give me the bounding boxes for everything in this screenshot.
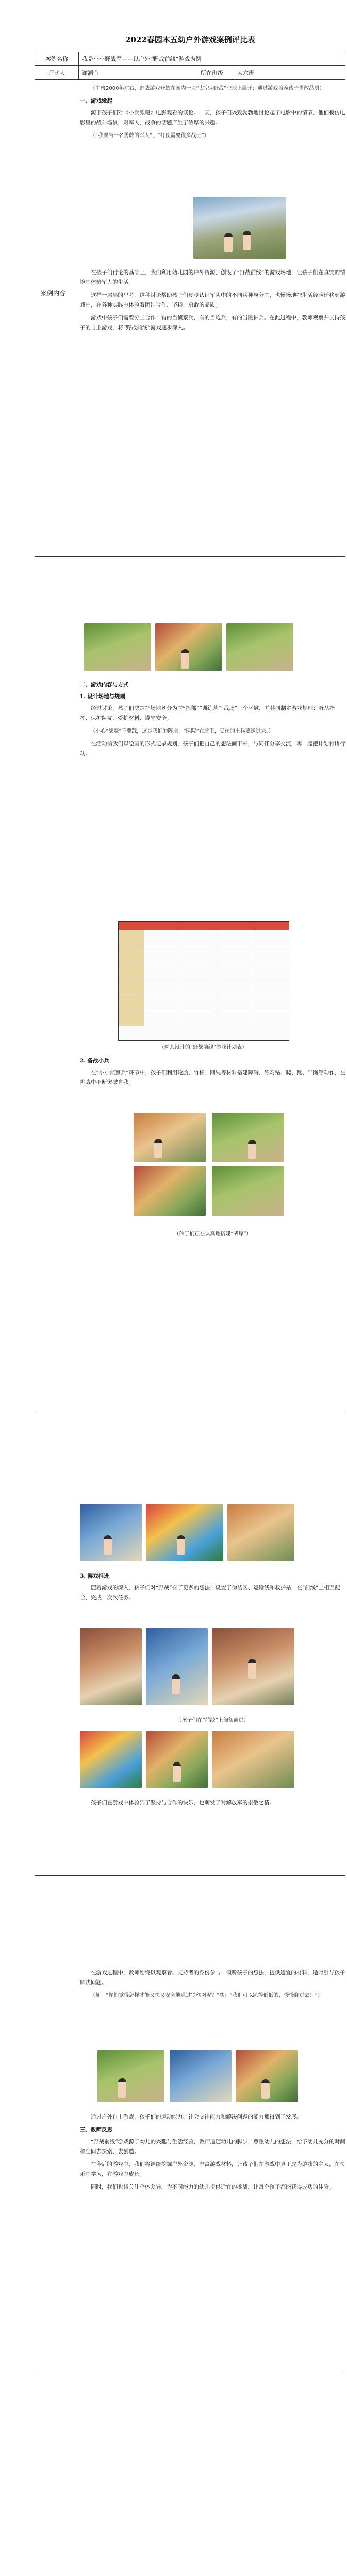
reflection-para-5: 同时，我们也将关注个体差异，为不同能力的幼儿提供适宜的挑战，让每个孩子都能获得成功的体验。 (91, 2184, 335, 2190)
page-divider (35, 556, 345, 572)
photo-advance-3 (227, 1504, 294, 1561)
reflection-section (80, 1968, 345, 2004)
photo-prep-1 (134, 1113, 206, 1162)
advance-caption: （孩子们在“前线”上匍匐前进） (176, 1718, 249, 1723)
reviewer-label: 评比人 (35, 66, 79, 80)
intro-para-2: 在孩子们讨论的基础上，我们利用幼儿园的户外资源，创设了“野战前线”的游戏场地，让孩子们在真实的情境中体验军人的生活。 (80, 269, 345, 285)
intro-section-2 (80, 268, 345, 336)
meta-table (35, 52, 345, 80)
photo-field-3 (226, 623, 293, 671)
process-sub-1: 1. 设计场地与规则 (80, 693, 126, 700)
photo-advance-2 (146, 1504, 223, 1561)
class-value: 大六班 (234, 66, 345, 80)
reflection-para-2: 通过户外自主游戏，孩子们的运动能力、社会交往能力和解决问题的能力都得到了发展。 (91, 2114, 302, 2120)
photo-slide-1 (80, 1731, 142, 1788)
process-para-3: 在“小小侦察兵”环节中，孩子们利用轮胎、竹梯、网绳等材料搭建障碍，练习钻、爬、跳、平衡等动作，在挑战中不断突破自我。 (80, 1070, 345, 1086)
photo-reflect-1 (97, 2050, 164, 2102)
photo-playground (193, 197, 286, 259)
document-title: 2022春园本五幼户外游戏案例评比表 (125, 35, 255, 44)
process-para-1: 经过讨论，孩子们决定把场地划分为“指挥部”“训练营”“战场”三个区域，并共同制定游戏规则：听从指挥、保护队友、爱护材料、遵守安全。 (80, 705, 335, 721)
photo-prep-2 (212, 1113, 284, 1162)
intro-quote-1: （“我要当一名勇敢的军人”，“打仗需要很多战士”） (90, 133, 209, 139)
process-para-4: 随着游戏的深入，孩子们对“野战”有了更多的想法：设置了伪装区、运输线和救护站，在“前线”上相互配合，完成一次次任务。 (80, 1585, 340, 1601)
process-heading: 二、游戏内容与方式 (80, 682, 129, 688)
page-divider-3 (35, 1875, 345, 1891)
reflection-quote-1: （师：“你们觉得怎样才能又快又安全地通过铁丝网呢？”幼：“我们可以趴得低低的，慢慢爬过去！”） (90, 1993, 323, 1998)
photo-slide-2 (146, 1731, 208, 1788)
photo-field-2 (155, 623, 222, 671)
plan-table-image (118, 921, 289, 1041)
reflection-para-3: “野战前线”游戏源于幼儿的兴趣与生活经验，教师追随幼儿的脚步，尊重幼儿的想法，给予幼儿充分的时间和空间去探索、去创造。 (80, 2139, 345, 2155)
document-sheet (30, 0, 347, 2576)
prep-caption: （孩子们正在认真地搭建“战壕”） (174, 1231, 252, 1237)
process-section-4 (80, 1571, 345, 1606)
reflection-para-4: 在今后的游戏中，我们将继续挖掘户外资源，丰富游戏材料，让孩子们在游戏中真正成为游戏的主人，在快乐中学习，在游戏中成长。 (80, 2161, 345, 2177)
reflection-heading: 三、教师反思 (80, 2127, 112, 2133)
intro-para-4: 游戏中孩子们需要分工合作：有的当侦察兵，有的当炮兵，有的当医护兵。在此过程中，教师观察并支持孩子的自主游戏，将“野战前线”游戏逐步深入。 (80, 315, 345, 331)
plan-table-caption: （幼儿设计的“野战前线”游戏计划表） (159, 1045, 247, 1050)
reviewer-value: 谢澜莹 (79, 66, 190, 80)
case-content-label: 案例内容 (40, 290, 65, 297)
reflection-section-2 (80, 2112, 345, 2195)
photo-climb-3 (212, 1628, 294, 1705)
process-sub-2: 2. 备战小兵 (80, 1058, 109, 1064)
photo-field-1 (84, 623, 151, 671)
case-name-label: 案例名称 (35, 52, 79, 66)
process-para-2: 在活动前我们以绘画的形式记录规划，孩子们把自己的想法画下来，与同伴分享交流，再一起把计划付诸行动。 (80, 741, 345, 757)
process-quote-1: （小心“战壕”不要踩，这是我们的阵地；“医院”在这里，受伤的士兵要送过来。） (90, 728, 274, 734)
process-section-3 (80, 1224, 345, 1244)
photo-advance-1 (80, 1504, 142, 1561)
process-section-6 (80, 1798, 345, 1811)
photo-reflect-3 (236, 2050, 298, 2102)
process-sub-3: 3. 游戏推进 (80, 1573, 109, 1579)
photo-prep-4 (212, 1166, 284, 1216)
photo-reflect-2 (170, 2050, 232, 2102)
process-section-2 (80, 1056, 345, 1091)
photo-climb-2 (146, 1628, 208, 1705)
process-section (80, 680, 345, 762)
photo-climb-1 (80, 1628, 142, 1705)
class-label: 所在班级 (190, 66, 234, 80)
heading-background: 一、游戏缘起 (80, 98, 112, 104)
process-para-5: 孩子们在游戏中体验到了坚持与合作的快乐，也萌发了对解放军的崇敬之情。 (91, 1800, 275, 1806)
intro-para-3: 这样一层层的思考，这种讨论帮助孩子们逐步认识军队中的不同兵种与分工，也慢慢地把生活经验迁移到游戏中，在各种实践中体验着团结合作、坚持、勇敢的品质。 (80, 292, 345, 308)
photo-prep-3 (134, 1166, 206, 1216)
reflection-para-1: 在游戏过程中，教师始终以观察者、支持者的身份参与：倾听孩子的想法，提供适宜的材料，适时引导孩子解决问题。 (80, 1970, 345, 1986)
background-note: （中班2000年左右，野战游戏开始在园内一块“太空+野战”空地上展开；通过游戏培养孩子勇敢品质） (90, 86, 325, 91)
case-name-value: 我是小小野战军——以户外“野战前线”游戏为例 (79, 52, 345, 66)
process-section-5 (80, 1710, 345, 1731)
page-divider-2 (35, 1412, 345, 1428)
intro-para-1: 源于孩子们对《小兵张嘎》电影观看的谈论。一天，孩子们兴致勃勃地讨论起了电影中的情节，他们模仿电影里的战斗场景，对军人、战争的话题产生了浓厚的兴趣。 (80, 110, 345, 126)
intro-section (80, 83, 345, 144)
photo-slide-3 (212, 1731, 294, 1788)
document-end-line (35, 2370, 345, 2371)
